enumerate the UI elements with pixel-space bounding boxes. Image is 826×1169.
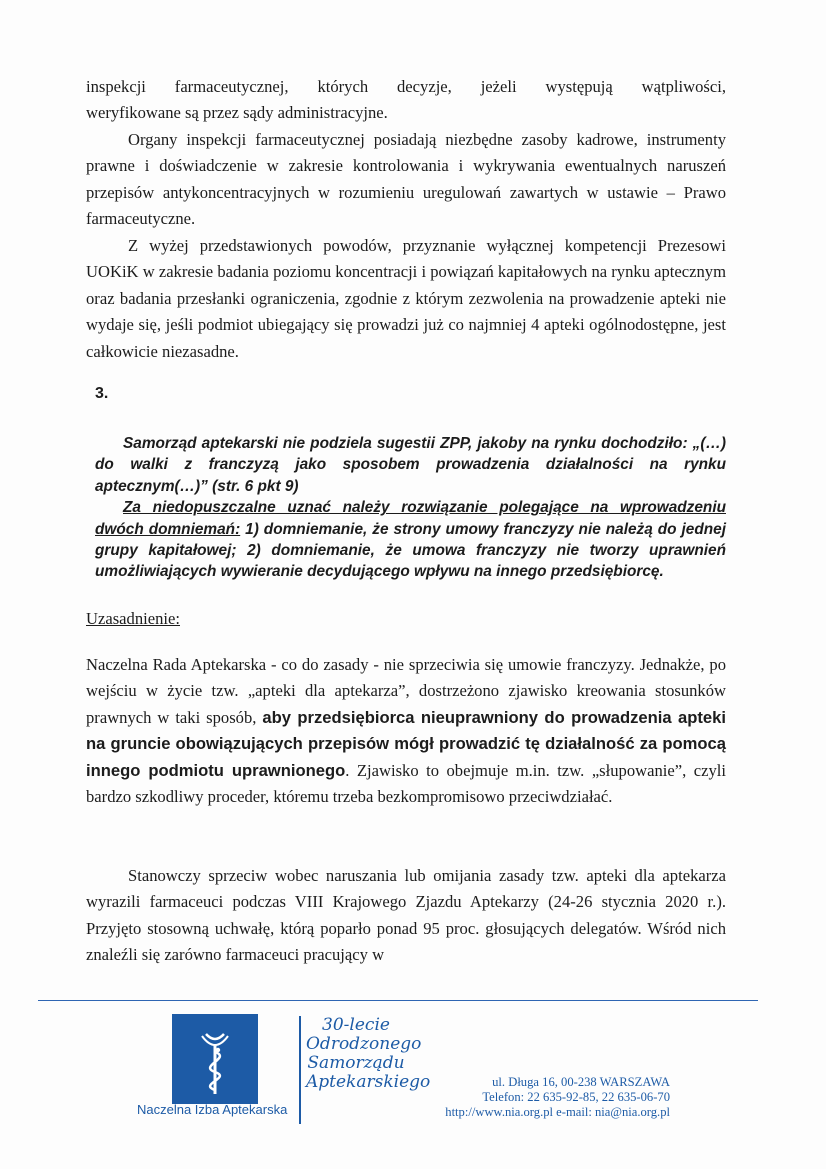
address: ul. Długa 16, 00-238 WARSZAWA: [492, 1075, 670, 1089]
footer-divider: [38, 1000, 758, 1001]
paragraph-line: weryfikowane są przez sądy administracyjne.: [86, 103, 388, 123]
justification-label: Uzasadnienie:: [86, 609, 180, 628]
paragraph-congress: Stanowczy sprzeciw wobec naruszania lub omijania zasady tzw. apteki dla aptekarza wyrazili farmaceuci podczas VIII Krajowego Zjazdu Aptekarzy (24-26 stycznia 2020 r.). Przyjęto stosowną uchwałę, którą poparło ponad 95 proc. głosujących delegatów. Wśród nich znaleźli się zarówno farmaceuci pracujący w: [86, 866, 726, 965]
organization-name: Naczelna Izba Aptekarska: [137, 1102, 288, 1117]
emphasized-text: aby przedsiębiorca nieuprawniony do prowadzenia apteki na gruncie obowiązujących przepisów mógł prowadzić tę działalność za pomocą innego podmiotu uprawnionego: [86, 707, 726, 780]
thesis-proposal-rest: 1) domniemanie, że strony umowy franczyzy nie należą do jednej grupy kapitałowej; 2) domniemanie, że umowa franczyzy nie tworzy uprawnień umożliwiających wywieranie decydującego wpływu na innego przedsiębiorcę.: [95, 520, 726, 581]
footer-separator: [299, 1016, 301, 1124]
phone: Telefon: 22 635-92-85, 22 635-06-70: [482, 1090, 670, 1104]
paragraph-conclusion: Z wyżej przedstawionych powodów, przyznanie wyłącznej kompetencji Prezesowi UOKiK w zakresie badania poziomu koncentracji i powiązań kapitałowych na rynku aptecznym oraz badania przesłanki ograniczenia, zgodnie z którym zezwolenia na prowadzenie apteki nie wydaje się, jeśli podmiot ubiegający się prowadzi już co najmniej 4 apteki ogólnodostępne, jest całkowicie niezasadne.: [86, 236, 727, 361]
section-number: 3.: [95, 385, 109, 402]
paragraph-line: inspekcji farmaceutycznej, których decyzje, jeżeli występują wątpliwości,: [86, 77, 726, 96]
paragraph-inspection-resources: Organy inspekcji farmaceutycznej posiadają niezbędne zasoby kadrowe, instrumenty prawne i doświadczenie w zakresie kontrolowania i wykrywania ewentualnych naruszeń przepisów antykoncentracyjnych w rozumieniu uregulowań zawartych w ustawie – Prawo farmaceutyczne.: [86, 130, 726, 229]
contact-info: [420, 1075, 670, 1120]
thesis-proposal-underlined: Za niedopuszczalne uznać należy rozwiązanie polegające na wprowadzeniu dwóch domniemań:: [95, 499, 726, 538]
justification-paragraph: Naczelna Rada Aptekarska - co do zasady - nie sprzeciwia się umowie franczyzy. Jednakże, po wejściu w życie tzw. „apteki dla aptekarza”, dostrzeżono zjawisko kreowania stosunków prawnych w taki sposób, aby przedsiębiorca nieuprawniony do prowadzenia apteki na gruncie obowiązujących przepisów mógł prowadzić tę działalność za pomocą innego podmiotu uprawnionego. Zjawisko to obejmuje m.in. tzw. „słupowanie”, czyli bardzo szkodliwy proceder, któremu trzeba bezkompromisowo przeciwdziałać.: [86, 655, 727, 807]
paragraph-continuation: [86, 74, 726, 127]
anniversary-mark: 30-lecie Odrodzonego Samorządu Aptekarskiego: [306, 1015, 431, 1092]
thesis-proposal: [95, 497, 726, 583]
web-email[interactable]: http://www.nia.org.pl e-mail: nia@nia.org.pl: [445, 1105, 670, 1119]
bowl-of-hygieia-icon: [172, 1014, 258, 1104]
thesis-block: [95, 433, 726, 583]
thesis-statement: Samorząd aptekarski nie podziela sugestii ZPP, jakoby na rynku dochodziło: „(…) do walki z franczyzą jako sposobem prowadzenia działalności na rynku aptecznym(…)” (str. 6 pkt 9): [95, 435, 726, 495]
